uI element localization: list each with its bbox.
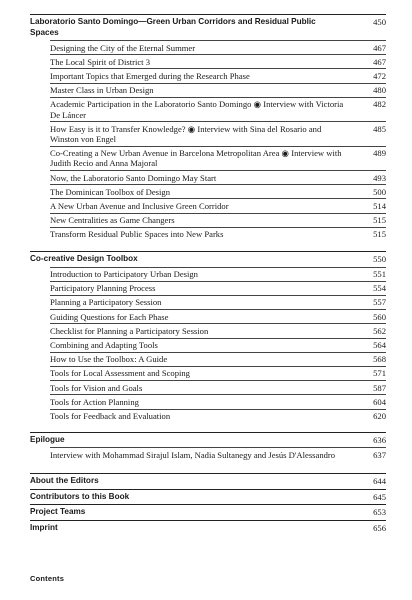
toc-entry[interactable]	[50, 295, 386, 309]
backmatter-title: About the Editors	[30, 476, 99, 486]
toc-entry[interactable]	[50, 338, 386, 352]
toc-entry[interactable]	[50, 54, 386, 68]
backmatter-entry[interactable]	[30, 505, 386, 520]
entry-title: Master Class in Urban Design	[50, 85, 154, 96]
toc-entry[interactable]	[50, 213, 386, 227]
entry-title: A New Urban Avenue and Inclusive Green Corridor	[50, 200, 229, 211]
section-page: 550	[373, 254, 386, 265]
toc-entry[interactable]	[50, 309, 386, 323]
backmatter-entry[interactable]	[30, 474, 386, 489]
entry-page: 493	[373, 172, 386, 183]
toc-entry[interactable]	[50, 170, 386, 184]
entry-page: 554	[373, 283, 386, 294]
entry-page: 604	[373, 396, 386, 407]
entry-title: Combining and Adapting Tools	[50, 340, 158, 351]
entry-title: Academic Participation in the Laboratorio Santo Domingo ◉ Interview with Victoria De Láncer	[50, 99, 344, 120]
section-page: 450	[373, 17, 386, 27]
toc-entry[interactable]	[50, 40, 386, 54]
entry-title: Transform Residual Public Spaces into New Parks	[50, 229, 224, 240]
toc-entry[interactable]	[50, 68, 386, 82]
section-title: Co-creative Design Toolbox	[30, 254, 138, 264]
entry-page: 551	[373, 269, 386, 280]
toc-entry[interactable]	[50, 447, 386, 461]
entry-title: Co-Creating a New Urban Avenue in Barcelona Metropolitan Area ◉ Interview with Judith Recio and Anna Majoral	[50, 148, 342, 169]
backmatter-entry[interactable]	[30, 521, 386, 536]
entry-title: Planning a Participatory Session	[50, 297, 162, 308]
entry-page: 500	[373, 186, 386, 197]
entry-title: Participatory Planning Process	[50, 283, 156, 294]
entry-title: Designing the City of the Eternal Summer	[50, 42, 196, 53]
section-heading[interactable]	[30, 433, 386, 448]
toc-entry[interactable]	[50, 198, 386, 212]
entry-page: 485	[373, 123, 386, 134]
toc-entry[interactable]	[50, 409, 386, 423]
toc-entry[interactable]	[50, 380, 386, 394]
section-heading[interactable]	[30, 15, 386, 40]
toc-entry[interactable]	[50, 121, 386, 145]
entry-title: Checklist for Planning a Participatory Session	[50, 325, 209, 336]
entry-page: 482	[373, 99, 386, 110]
entry-title: How to Use the Toolbox: A Guide	[50, 354, 168, 365]
entry-page: 515	[373, 215, 386, 226]
entry-page: 571	[373, 368, 386, 379]
entry-title: Tools for Action Planning	[50, 396, 139, 407]
entry-title: Important Topics that Emerged during the Research Phase	[50, 70, 250, 81]
table-of-contents	[30, 14, 386, 535]
entry-title: The Dominican Toolbox of Design	[50, 186, 171, 197]
entry-title: New Centralities as Game Changers	[50, 215, 175, 226]
toc-entry[interactable]	[50, 352, 386, 366]
entry-page: 514	[373, 200, 386, 211]
toc-entry[interactable]	[50, 394, 386, 408]
entry-page: 467	[373, 42, 386, 53]
toc-entry[interactable]	[50, 83, 386, 97]
section-title: Epilogue	[30, 434, 65, 444]
section-heading[interactable]	[30, 252, 386, 267]
backmatter-page: 656	[373, 522, 386, 533]
toc-entry[interactable]	[50, 366, 386, 380]
entry-page: 587	[373, 382, 386, 393]
entry-title: Guiding Questions for Each Phase	[50, 311, 169, 322]
entry-title: Tools for Local Assessment and Scoping	[50, 368, 190, 379]
toc-entry[interactable]	[50, 146, 386, 170]
entry-page: 620	[373, 411, 386, 422]
section-page: 636	[373, 434, 386, 445]
backmatter-title: Imprint	[30, 522, 58, 532]
toc-entry[interactable]	[50, 267, 386, 281]
toc-entry[interactable]	[50, 323, 386, 337]
toc-entry[interactable]	[50, 227, 386, 241]
backmatter-page: 645	[373, 491, 386, 502]
entry-page: 489	[373, 148, 386, 159]
backmatter-title: Contributors to this Book	[30, 491, 130, 501]
entry-page: 564	[373, 340, 386, 351]
entry-page: 472	[373, 70, 386, 81]
section-title: Laboratorio Santo Domingo—Green Urban Corridors and Residual Public Spaces	[30, 17, 316, 37]
entry-page: 480	[373, 85, 386, 96]
entry-title: Now, the Laboratorio Santo Domingo May Start	[50, 172, 217, 183]
entry-page: 568	[373, 354, 386, 365]
backmatter-entry[interactable]	[30, 490, 386, 505]
entry-page: 557	[373, 297, 386, 308]
toc-entry[interactable]	[50, 281, 386, 295]
entry-page: 637	[373, 449, 386, 460]
entry-title: Interview with Mohammad Sirajul Islam, Nadia Sultanegy and Jesús D'Alessandro	[50, 449, 336, 460]
backmatter-page: 653	[373, 507, 386, 518]
entry-page: 515	[373, 229, 386, 240]
entry-title: How Easy is it to Transfer Knowledge? ◉ Interview with Sina del Rosario and Winston von Engel	[50, 123, 322, 144]
entry-page: 562	[373, 325, 386, 336]
backmatter-title: Project Teams	[30, 507, 86, 517]
entry-title: The Local Spirit of District 3	[50, 56, 150, 67]
entry-page: 560	[373, 311, 386, 322]
entry-page: 467	[373, 56, 386, 67]
backmatter-page: 644	[373, 476, 386, 487]
toc-entry[interactable]	[50, 184, 386, 198]
running-footer: Contents	[30, 574, 65, 583]
entry-title: Tools for Vision and Goals	[50, 382, 143, 393]
entry-title: Introduction to Participatory Urban Design	[50, 269, 198, 280]
entry-title: Tools for Feedback and Evaluation	[50, 411, 171, 422]
toc-entry[interactable]	[50, 97, 386, 121]
